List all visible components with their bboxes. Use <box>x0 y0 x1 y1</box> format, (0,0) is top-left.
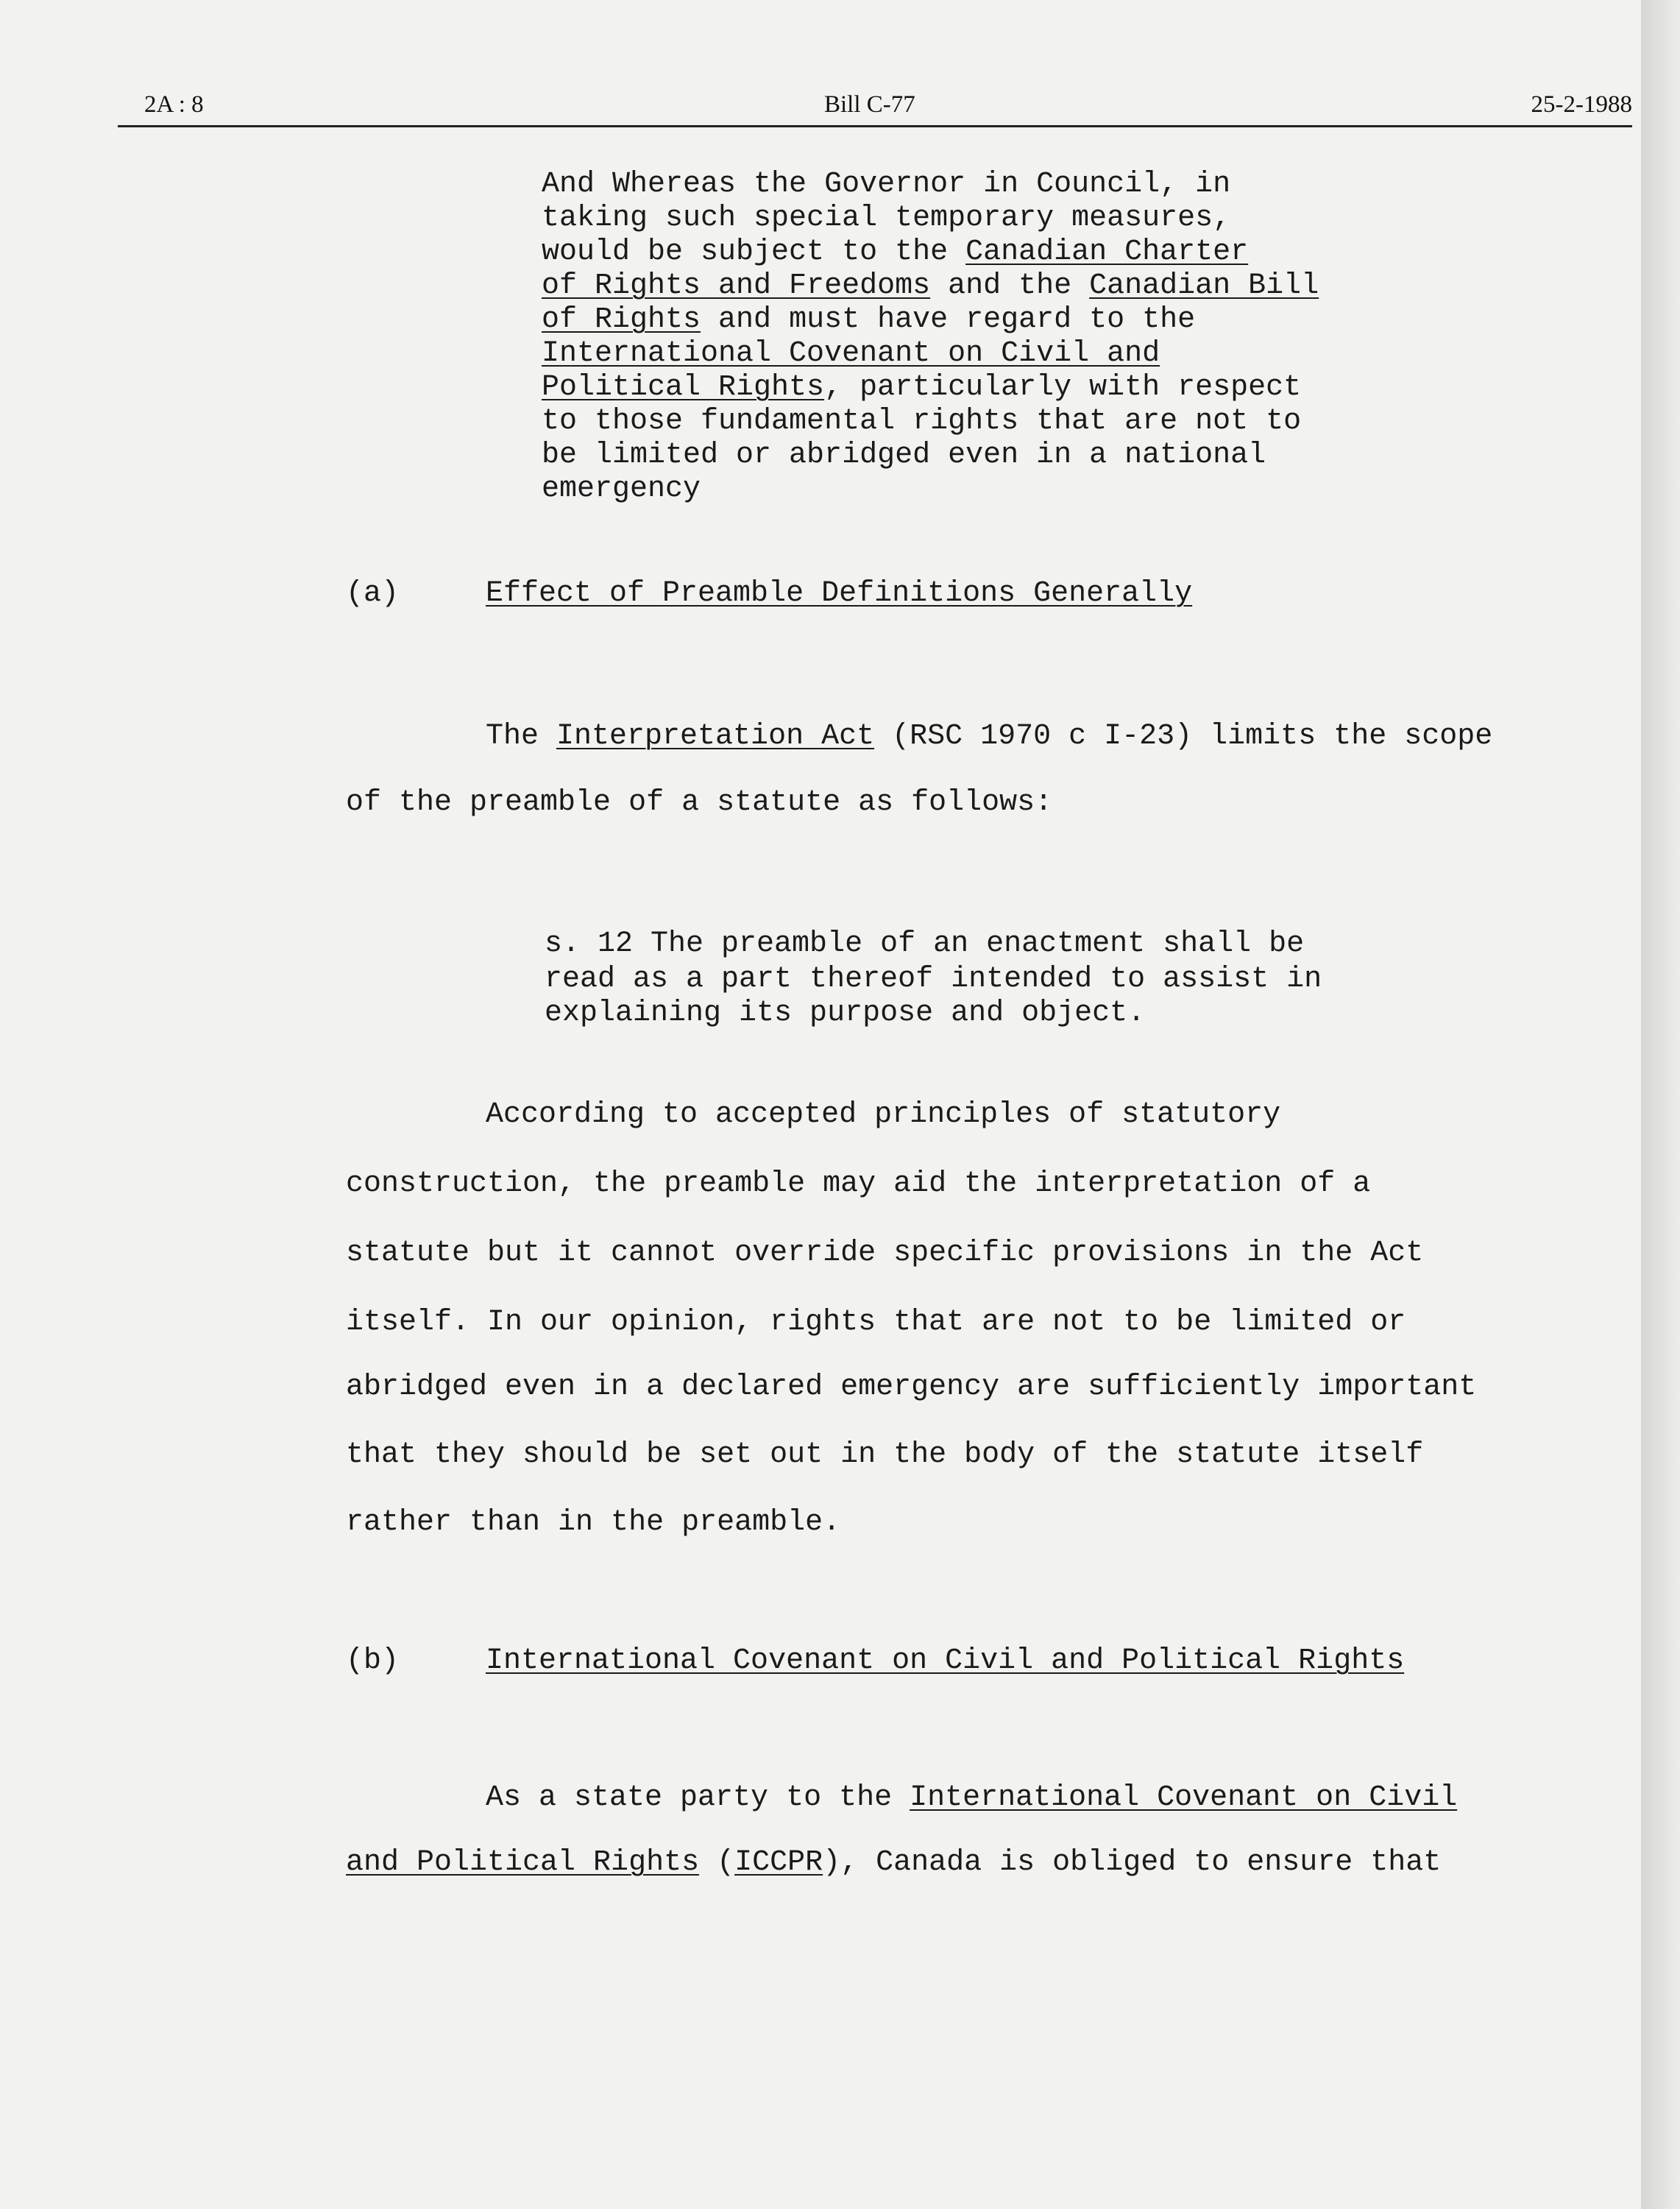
whereas-line <box>542 269 1319 303</box>
text-run: be limited or abridged even in a national <box>542 439 1266 472</box>
section-b-heading: International Covenant on Civil and Political Rights <box>486 1644 1405 1678</box>
text-run: emergency <box>542 473 701 506</box>
paragraph-iccpr-line-2 <box>346 1846 1441 1879</box>
header-bill-title: Bill C-77 <box>824 91 915 118</box>
paragraph-interpretation-act-line-2: of the preamble of a statute as follows: <box>346 786 1053 819</box>
underlined-title: Political Rights <box>542 371 825 404</box>
header-date: 25-2-1988 <box>1531 91 1632 118</box>
page-edge-shadow <box>1641 0 1680 2209</box>
paragraph-iccpr-line-1 <box>486 1781 1457 1814</box>
iccpr-abbreviation: ICCPR <box>734 1846 823 1879</box>
section-a-marker: (a) <box>346 577 400 610</box>
text-run: The <box>486 720 557 753</box>
paragraph-line: According to accepted principles of statutory <box>486 1098 1281 1131</box>
paragraph-interpretation-act-line-1 <box>486 720 1492 753</box>
text-run: and must have regard to the <box>701 303 1196 336</box>
quote-line: read as a part thereof intended to assist in <box>545 963 1322 996</box>
whereas-line <box>542 303 1195 336</box>
header-rule <box>118 125 1632 127</box>
quote-line: explaining its purpose and object. <box>545 997 1146 1030</box>
covenant-title: International Covenant on Civil <box>910 1781 1458 1814</box>
text-run: would be subject to the <box>542 236 966 269</box>
whereas-line <box>542 236 1248 269</box>
whereas-line <box>542 439 1266 472</box>
page-header <box>118 82 1632 127</box>
paragraph-line: itself. In our opinion, rights that are not to be limited or <box>346 1306 1406 1339</box>
whereas-line <box>542 202 1230 235</box>
paragraph-line: that they should be set out in the body of the statute itself <box>346 1438 1424 1471</box>
quote-line: s. 12 The preamble of an enactment shall be <box>545 927 1305 961</box>
whereas-line <box>542 337 1160 370</box>
underlined-title: of Rights and Freedoms <box>542 269 931 303</box>
text-run: , particularly with respect <box>824 371 1302 404</box>
paragraph-line: rather than in the preamble. <box>346 1506 841 1539</box>
section-b-marker: (b) <box>346 1644 400 1678</box>
whereas-line <box>542 168 1230 201</box>
header-page-number: 2A : 8 <box>144 91 204 118</box>
paragraph-line: statute but it cannot override specific provisions in the Act <box>346 1237 1424 1270</box>
text-run: and the <box>930 269 1090 303</box>
text-run: taking such special temporary measures, <box>542 202 1231 235</box>
text-run: And Whereas the Governor in Council, in <box>542 168 1231 201</box>
whereas-line <box>542 473 701 506</box>
underlined-title: Canadian Charter <box>965 236 1249 269</box>
interpretation-act-title: Interpretation Act <box>556 720 875 753</box>
paragraph-line: construction, the preamble may aid the interpretation of a <box>346 1167 1371 1201</box>
text-run: ), Canada is obliged to ensure that <box>823 1846 1442 1879</box>
underlined-title: International Covenant on Civil and <box>542 337 1160 370</box>
text-run: to those fundamental rights that are not to <box>542 405 1302 438</box>
covenant-title-continued: and Political Rights <box>346 1846 700 1879</box>
whereas-line <box>542 371 1301 404</box>
text-run: (RSC 1970 c I-23) limits the scope <box>874 720 1493 753</box>
text-run: ( <box>699 1846 735 1879</box>
underlined-title: of Rights <box>542 303 701 336</box>
whereas-line <box>542 405 1301 438</box>
underlined-title: Canadian Bill <box>1089 269 1319 303</box>
paragraph-line: abridged even in a declared emergency are sufficiently important <box>346 1371 1477 1404</box>
section-a-heading: Effect of Preamble Definitions Generally <box>486 577 1193 610</box>
text-run: As a state party to the <box>486 1781 910 1814</box>
